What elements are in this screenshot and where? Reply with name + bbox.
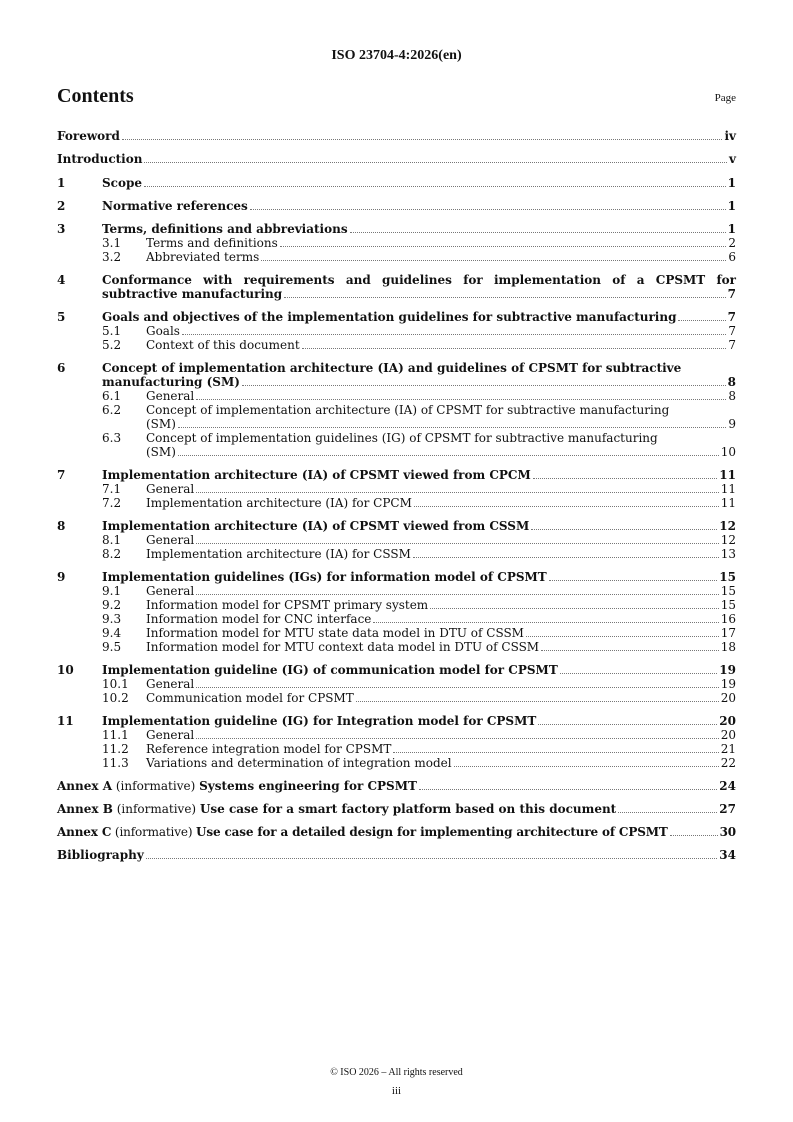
toc-entry-section-9-1[interactable]: 9.1 General 15 bbox=[102, 584, 736, 598]
toc-entry-section-7-1[interactable]: 7.1 General 11 bbox=[102, 482, 736, 496]
document-header: ISO 23704-4:2026(en) bbox=[331, 48, 462, 63]
toc-entry-section-4[interactable]: 4 Conformance with requirements and guidelines for implementation of a CPSMT for subtractive manufacturing 7 bbox=[57, 273, 736, 301]
toc-entry-section-9-2[interactable]: 9.2 Information model for CPSMT primary system 15 bbox=[102, 598, 736, 612]
toc-entry-annex-a[interactable]: Annex A (informative) Systems engineering for CPSMT 24 bbox=[57, 779, 736, 793]
toc-entry-section-10[interactable]: 10 Implementation guideline (IG) of communication model for CPSMT 19 bbox=[57, 663, 736, 677]
toc-entry-section-2[interactable]: 2 Normative references 1 bbox=[57, 199, 736, 213]
toc-entry-section-8[interactable]: 8 Implementation architecture (IA) of CPSMT viewed from CSSM 12 bbox=[57, 519, 736, 533]
toc-entry-section-7-2[interactable]: 7.2 Implementation architecture (IA) for CPCM 11 bbox=[102, 496, 736, 510]
toc-entry-section-6-1[interactable]: 6.1 General 8 bbox=[102, 389, 736, 403]
toc-entry-bibliography[interactable]: Bibliography 34 bbox=[57, 848, 736, 862]
toc-entry-section-3[interactable]: 3 Terms, definitions and abbreviations 1 bbox=[57, 222, 736, 236]
page-number: iii bbox=[391, 1085, 402, 1097]
toc-entry-section-9-3[interactable]: 9.3 Information model for CNC interface 16 bbox=[102, 612, 736, 626]
page-title: Contents bbox=[57, 85, 134, 107]
toc-entry-section-11[interactable]: 11 Implementation guideline (IG) for Integration model for CPSMT 20 bbox=[57, 714, 736, 728]
toc-entry-section-11-3[interactable]: 11.3 Variations and determination of integration model 22 bbox=[102, 756, 736, 770]
toc-entry-section-11-1[interactable]: 11.1 General 20 bbox=[102, 728, 736, 742]
contents-title-row bbox=[57, 85, 736, 113]
toc-entry-introduction[interactable]: Introduction v bbox=[57, 152, 736, 166]
page-column-label: Page bbox=[714, 92, 736, 104]
toc-entry-section-7[interactable]: 7 Implementation architecture (IA) of CPSMT viewed from CPCM 11 bbox=[57, 468, 736, 482]
toc-entry-section-9-4[interactable]: 9.4 Information model for MTU state data model in DTU of CSSM 17 bbox=[102, 626, 736, 640]
toc-entry-section-1[interactable]: 1 Scope 1 bbox=[57, 176, 736, 190]
toc-entry-section-5-2[interactable]: 5.2 Context of this document 7 bbox=[102, 338, 736, 352]
toc-entry-section-6[interactable]: 6 Concept of implementation architecture (IA) and guidelines of CPSMT for subtractive manufacturing (SM) 8 bbox=[57, 361, 736, 389]
toc-entry-section-6-3[interactable]: 6.3 Concept of implementation guidelines (IG) of CPSMT for subtractive manufacturing (SM) 10 bbox=[102, 431, 736, 459]
toc-entry-annex-c[interactable]: Annex C (informative) Use case for a detailed design for implementing architecture of CPSMT 30 bbox=[57, 825, 736, 839]
toc-entry-annex-b[interactable]: Annex B (informative) Use case for a smart factory platform based on this document 27 bbox=[57, 802, 736, 816]
toc-entry-section-11-2[interactable]: 11.2 Reference integration model for CPSMT 21 bbox=[102, 742, 736, 756]
copyright-notice: © ISO 2026 – All rights reserved bbox=[330, 1067, 463, 1078]
toc-entry-section-8-2[interactable]: 8.2 Implementation architecture (IA) for CSSM 13 bbox=[102, 547, 736, 561]
table-of-contents bbox=[57, 129, 736, 862]
toc-entry-section-3-2[interactable]: 3.2 Abbreviated terms 6 bbox=[102, 250, 736, 264]
toc-entry-section-9-5[interactable]: 9.5 Information model for MTU context data model in DTU of CSSM 18 bbox=[102, 640, 736, 654]
toc-entry-section-5-1[interactable]: 5.1 Goals 7 bbox=[102, 324, 736, 338]
toc-entry-section-5[interactable]: 5 Goals and objectives of the implementation guidelines for subtractive manufacturing 7 bbox=[57, 310, 736, 324]
toc-entry-section-3-1[interactable]: 3.1 Terms and definitions 2 bbox=[102, 236, 736, 250]
toc-entry-section-10-2[interactable]: 10.2 Communication model for CPSMT 20 bbox=[102, 691, 736, 705]
toc-entry-section-8-1[interactable]: 8.1 General 12 bbox=[102, 533, 736, 547]
toc-entry-foreword[interactable]: Foreword iv bbox=[57, 129, 736, 143]
toc-entry-section-9[interactable]: 9 Implementation guidelines (IGs) for information model of CPSMT 15 bbox=[57, 570, 736, 584]
toc-entry-section-6-2[interactable]: 6.2 Concept of implementation architecture (IA) of CPSMT for subtractive manufacturing (SM) 9 bbox=[102, 403, 736, 431]
toc-entry-section-10-1[interactable]: 10.1 General 19 bbox=[102, 677, 736, 691]
